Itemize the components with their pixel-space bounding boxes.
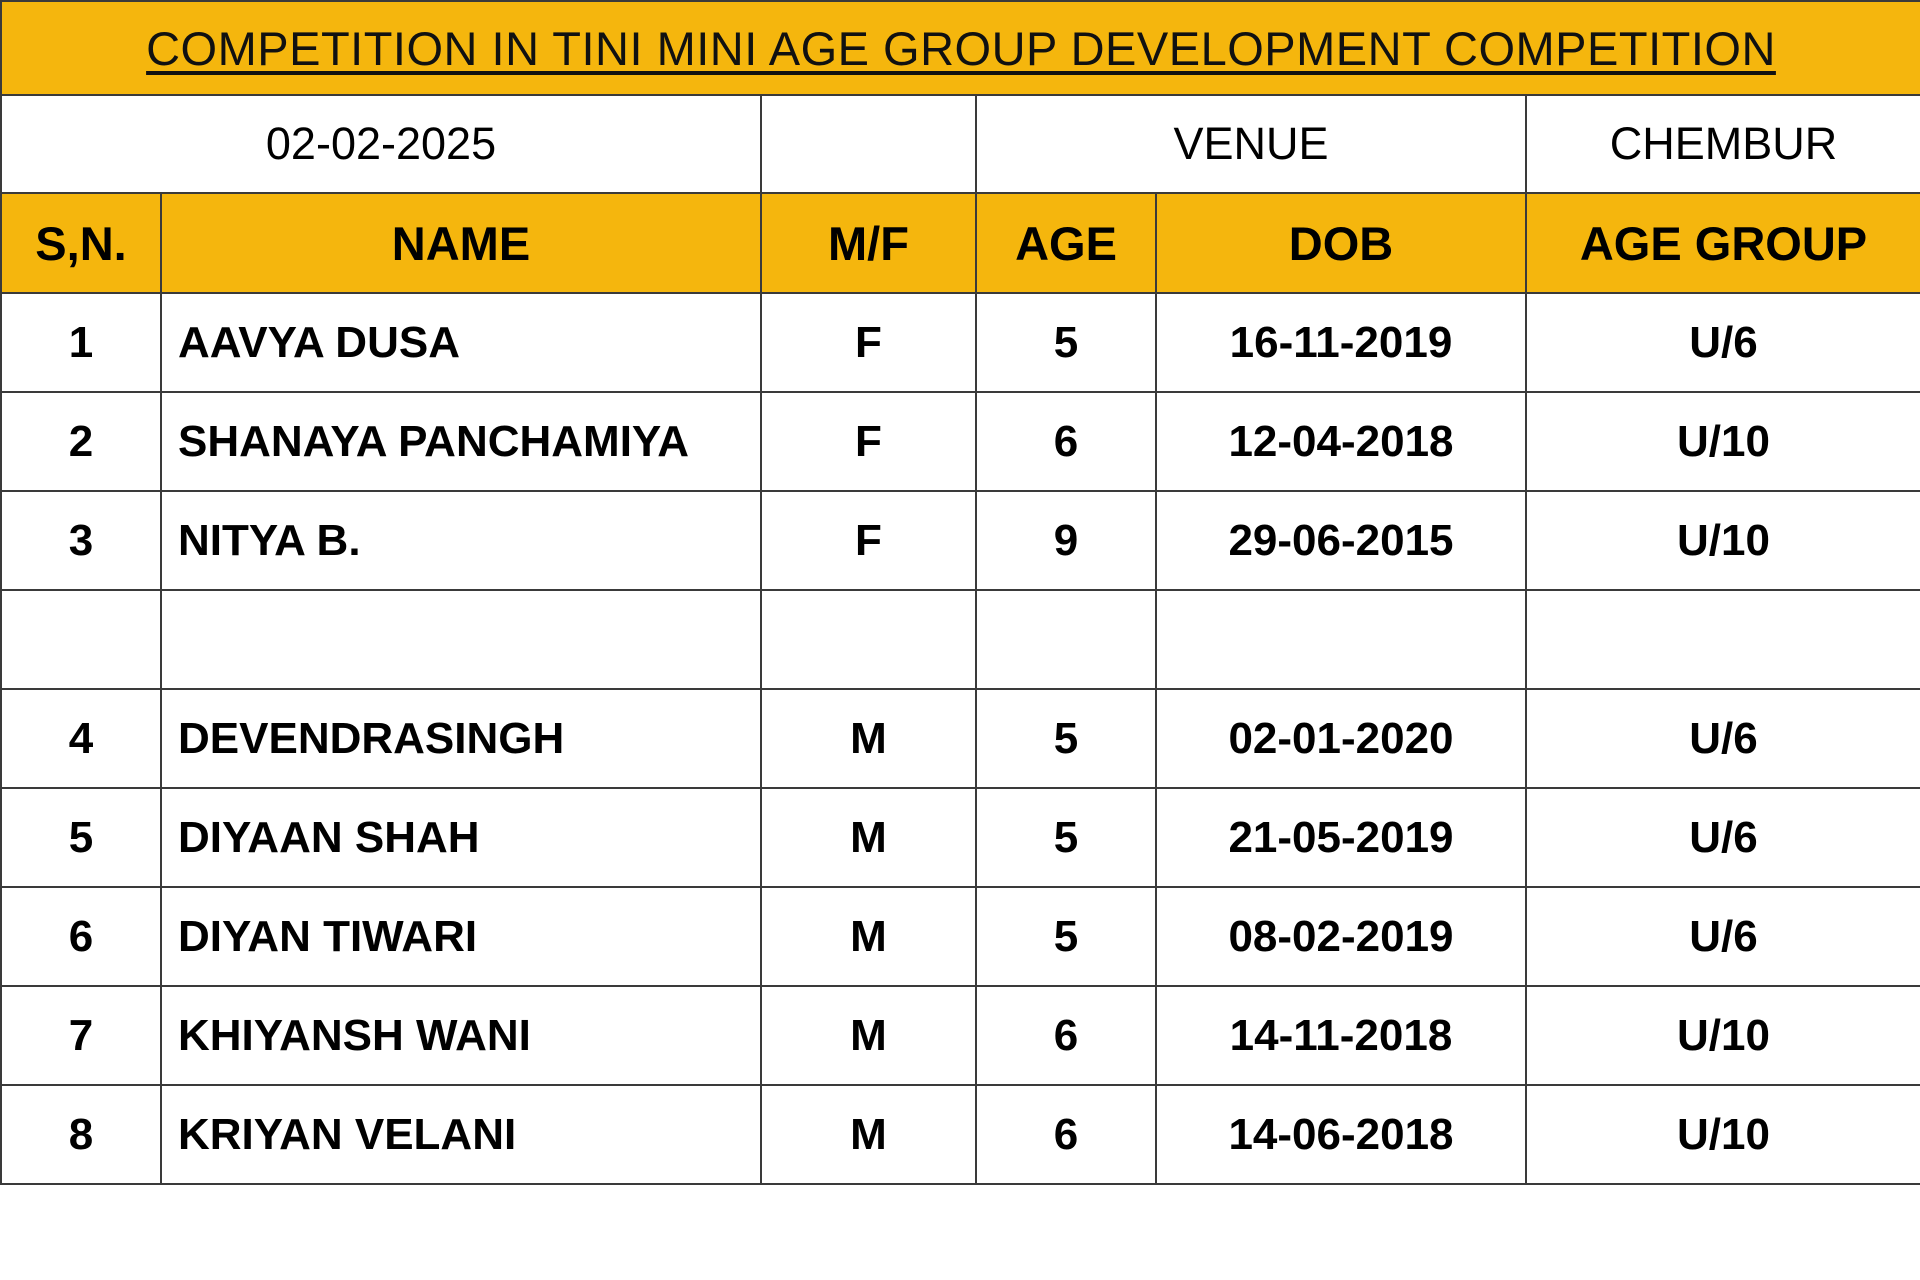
cell-dob: 02-01-2020 bbox=[1156, 689, 1526, 788]
cell-sn: 3 bbox=[1, 491, 161, 590]
date-cell: 02-02-2025 bbox=[1, 95, 761, 193]
table-row bbox=[1, 788, 1920, 887]
cell-name: KRIYAN VELANI bbox=[161, 1085, 761, 1184]
title-row bbox=[1, 1, 1920, 95]
cell-sn: 8 bbox=[1, 1085, 161, 1184]
cell-name bbox=[161, 590, 761, 689]
cell-dob: 29-06-2015 bbox=[1156, 491, 1526, 590]
table-row bbox=[1, 392, 1920, 491]
cell-age-group: U/10 bbox=[1526, 986, 1920, 1085]
cell-name: DIYAAN SHAH bbox=[161, 788, 761, 887]
cell-age: 5 bbox=[976, 689, 1156, 788]
table-row bbox=[1, 689, 1920, 788]
column-header-age: AGE bbox=[976, 193, 1156, 293]
cell-age: 9 bbox=[976, 491, 1156, 590]
header-row bbox=[1, 193, 1920, 293]
column-header-age-group: AGE GROUP bbox=[1526, 193, 1920, 293]
cell-age-group: U/6 bbox=[1526, 689, 1920, 788]
cell-mf: M bbox=[761, 887, 976, 986]
cell-age: 6 bbox=[976, 392, 1156, 491]
cell-dob: 14-06-2018 bbox=[1156, 1085, 1526, 1184]
cell-dob: 16-11-2019 bbox=[1156, 293, 1526, 392]
cell-name: DEVENDRASINGH bbox=[161, 689, 761, 788]
column-header-sn: S,N. bbox=[1, 193, 161, 293]
table-row bbox=[1, 293, 1920, 392]
column-header-name: NAME bbox=[161, 193, 761, 293]
cell-dob: 14-11-2018 bbox=[1156, 986, 1526, 1085]
table-row bbox=[1, 986, 1920, 1085]
cell-name: NITYA B. bbox=[161, 491, 761, 590]
cell-age: 6 bbox=[976, 1085, 1156, 1184]
cell-mf: M bbox=[761, 689, 976, 788]
cell-sn: 7 bbox=[1, 986, 161, 1085]
table-row bbox=[1, 887, 1920, 986]
title-cell bbox=[1, 1, 1920, 95]
venue-label-cell: VENUE bbox=[976, 95, 1526, 193]
column-header-mf: M/F bbox=[761, 193, 976, 293]
table-row bbox=[1, 1085, 1920, 1184]
cell-sn bbox=[1, 590, 161, 689]
cell-age: 6 bbox=[976, 986, 1156, 1085]
cell-age-group: U/10 bbox=[1526, 491, 1920, 590]
cell-age bbox=[976, 590, 1156, 689]
info-blank-cell bbox=[761, 95, 976, 193]
cell-name: DIYAN TIWARI bbox=[161, 887, 761, 986]
cell-name: KHIYANSH WANI bbox=[161, 986, 761, 1085]
cell-name: SHANAYA PANCHAMIYA bbox=[161, 392, 761, 491]
cell-mf bbox=[761, 590, 976, 689]
cell-age-group: U/6 bbox=[1526, 293, 1920, 392]
cell-age: 5 bbox=[976, 887, 1156, 986]
cell-age: 5 bbox=[976, 788, 1156, 887]
cell-sn: 2 bbox=[1, 392, 161, 491]
cell-mf: F bbox=[761, 293, 976, 392]
cell-age-group: U/6 bbox=[1526, 788, 1920, 887]
cell-sn: 6 bbox=[1, 887, 161, 986]
cell-age-group bbox=[1526, 590, 1920, 689]
cell-dob: 21-05-2019 bbox=[1156, 788, 1526, 887]
cell-age-group: U/10 bbox=[1526, 1085, 1920, 1184]
cell-mf: F bbox=[761, 392, 976, 491]
table-row-empty bbox=[1, 590, 1920, 689]
cell-mf: F bbox=[761, 491, 976, 590]
cell-mf: M bbox=[761, 986, 976, 1085]
column-header-dob: DOB bbox=[1156, 193, 1526, 293]
cell-mf: M bbox=[761, 1085, 976, 1184]
info-row bbox=[1, 95, 1920, 193]
cell-sn: 5 bbox=[1, 788, 161, 887]
cell-age: 5 bbox=[976, 293, 1156, 392]
venue-value-cell: CHEMBUR bbox=[1526, 95, 1920, 193]
cell-sn: 4 bbox=[1, 689, 161, 788]
cell-dob: 12-04-2018 bbox=[1156, 392, 1526, 491]
cell-sn: 1 bbox=[1, 293, 161, 392]
cell-dob bbox=[1156, 590, 1526, 689]
cell-age-group: U/10 bbox=[1526, 392, 1920, 491]
cell-mf: M bbox=[761, 788, 976, 887]
cell-dob: 08-02-2019 bbox=[1156, 887, 1526, 986]
table-row bbox=[1, 491, 1920, 590]
cell-age-group: U/6 bbox=[1526, 887, 1920, 986]
cell-name: AAVYA DUSA bbox=[161, 293, 761, 392]
document-title: COMPETITION IN TINI MINI AGE GROUP DEVELOPMENT COMPETITION bbox=[146, 21, 1776, 75]
